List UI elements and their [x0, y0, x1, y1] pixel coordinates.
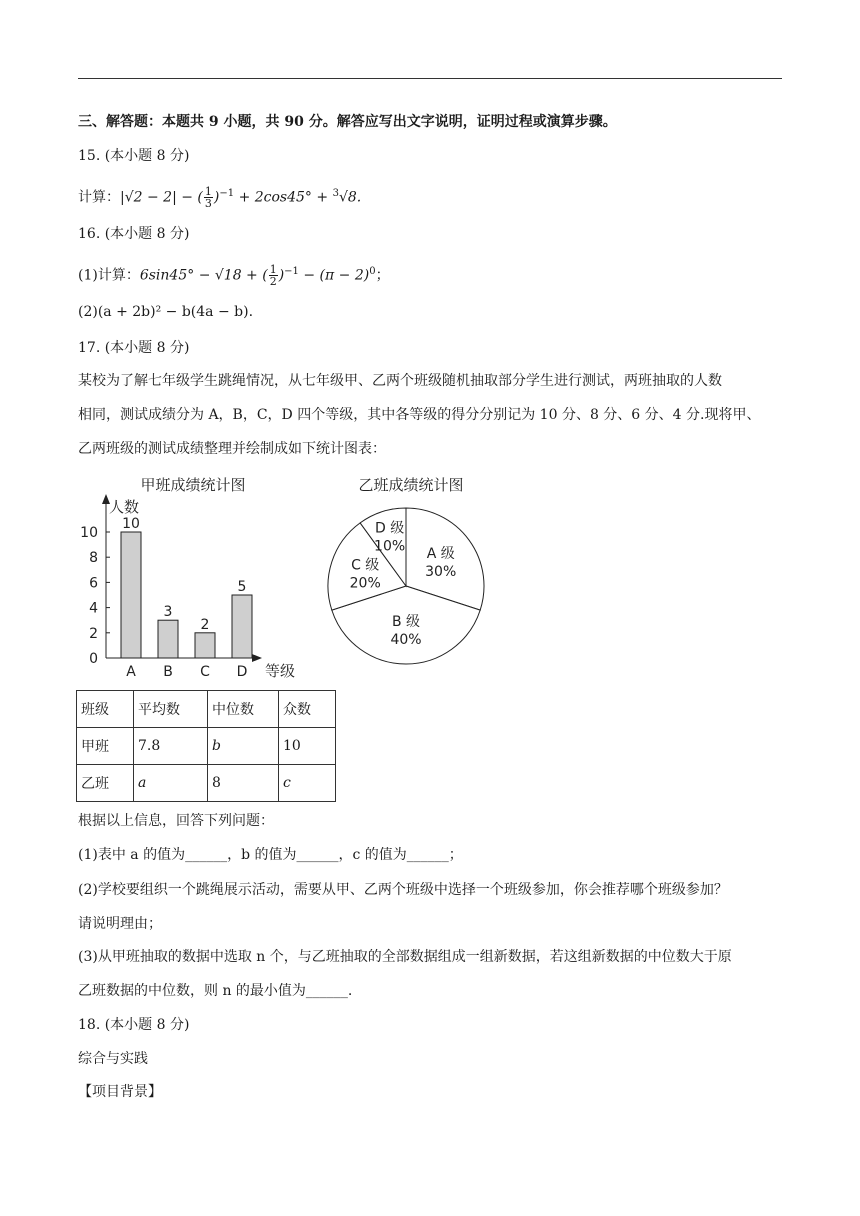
- q18-title: 18. (本小题 8 分): [78, 1017, 190, 1033]
- y-tick-label: 4: [89, 600, 98, 617]
- bar-C: [195, 633, 215, 658]
- q16-frac-den: 2: [269, 275, 277, 289]
- x-category-label: C: [200, 664, 210, 680]
- x-category-label: D: [236, 664, 248, 680]
- stats-table: [76, 690, 336, 802]
- pie-chart-title: 乙班成绩统计图: [358, 476, 464, 494]
- y-tick-label: 2: [89, 625, 98, 642]
- section-header: 三、解答题：本题共 9 小题，共 90 分。解答应写出文字说明，证明过程或演算步骤。: [78, 114, 617, 130]
- table-cell: a: [134, 765, 208, 802]
- pie-slice-percent: 30%: [425, 563, 457, 580]
- q16-p1-b: ): [278, 267, 285, 284]
- q17-intro-1: 某校为了解七年级学生跳绳情况，从七年级甲、乙两个班级随机抽取部分学生进行测试，两班抽取的人数: [78, 373, 722, 389]
- x-axis-arrow-icon: [252, 654, 262, 662]
- bar-B: [158, 620, 178, 658]
- q15-frac-num: 1: [204, 185, 212, 199]
- bar-value-label: 3: [163, 604, 173, 621]
- pie-slice-percent: 20%: [349, 575, 381, 592]
- q16-part2: (2)(a + 2b)² − b(4a − b).: [78, 304, 254, 320]
- table-cell: b: [208, 728, 279, 765]
- bar-chart-class-jia: [70, 470, 310, 685]
- q15-frac-den: 3: [204, 197, 212, 211]
- table-header-cell: 班级: [77, 691, 134, 728]
- table-header-cell: 中位数: [208, 691, 279, 728]
- table-cell: 7.8: [134, 728, 208, 765]
- q16-p1-c: − (π − 2): [298, 267, 370, 284]
- table-row: [77, 765, 336, 802]
- q18-line1: 综合与实践: [78, 1051, 148, 1067]
- q17-sub1: (1)表中 a 的值为______，b 的值为______，c 的值为______；: [78, 847, 463, 863]
- pie-chart-class-yi: [320, 470, 500, 680]
- q17-sub3-a: (3)从甲班抽取的数据中选取 n 个，与乙班抽取的全部数据组成一组新数据，若这组新数据的中位数大于原: [78, 949, 732, 965]
- q16-p1-exp: −1: [284, 266, 299, 277]
- q17-after-text: 根据以上信息，回答下列问题：: [78, 813, 274, 829]
- table-header-cell: 众数: [279, 691, 336, 728]
- q15-expr-d: √8.: [338, 189, 362, 206]
- bar-chart-xlabel: 等级: [264, 662, 296, 680]
- y-tick-label: 8: [89, 550, 98, 567]
- table-cell: 10: [279, 728, 336, 765]
- q16-part1: [78, 262, 390, 287]
- q16-p1-prefix: (1)计算：: [78, 267, 140, 284]
- x-category-label: B: [163, 664, 173, 680]
- table-cell: c: [279, 765, 336, 802]
- table-header-row: [77, 691, 336, 728]
- q15-prefix: 计算：: [78, 189, 120, 206]
- table-cell: 8: [208, 765, 279, 802]
- q15-title: 15. (本小题 8 分): [78, 148, 190, 164]
- header-rule: [78, 78, 782, 79]
- table-row: [77, 728, 336, 765]
- q15-fraction: [204, 186, 213, 209]
- q15-expr-b: ): [213, 189, 220, 206]
- q16-frac-num: 1: [269, 263, 277, 277]
- q17-title: 17. (本小题 8 分): [78, 340, 190, 356]
- x-category-label: A: [126, 664, 136, 680]
- q17-sub2-a: (2)学校要组织一个跳绳展示活动，需要从甲、乙两个班级中选择一个班级参加，你会推荐哪个班级参加？: [78, 882, 728, 898]
- q15-root-index: 3: [332, 188, 339, 199]
- q18-line2: 【项目背景】: [78, 1084, 162, 1100]
- y-tick-label: 0: [89, 651, 98, 667]
- y-tick-label: 10: [80, 525, 98, 541]
- q17-sub3-b: 乙班数据的中位数，则 n 的最小值为______.: [78, 983, 353, 999]
- bar-value-label: 2: [200, 616, 210, 633]
- q15-expr-a: |√2 − 2| − (: [120, 189, 203, 206]
- q16-fraction: [269, 264, 278, 287]
- pie-slice-label: D 级: [374, 520, 405, 537]
- pie-slice-percent: 40%: [390, 631, 422, 648]
- q16-p1-exp2: 0: [369, 266, 376, 277]
- q16-p1-d: ；: [375, 267, 390, 284]
- q15-expr-c: + 2cos45° +: [234, 189, 333, 206]
- q17-intro-3: 乙两班级的测试成绩整理并绘制成如下统计图表：: [78, 441, 386, 457]
- pie-slice-percent: 10%: [374, 538, 406, 555]
- bar-chart-ylabel: 人数: [108, 498, 140, 516]
- q17-sub2-b: 请说明理由；: [78, 916, 162, 932]
- q15-exp: −1: [219, 188, 235, 199]
- bar-D: [232, 595, 252, 658]
- bar-value-label: 5: [237, 579, 247, 595]
- pie-slice-label: C 级: [351, 557, 380, 574]
- pie-slice-label: A 级: [426, 545, 455, 562]
- table-header-cell: 平均数: [134, 691, 208, 728]
- q17-intro-2: 相同，测试成绩分为 A，B，C，D 四个等级，其中各等级的得分分别记为 10 分、8 分、6 分、4 分.现将甲、: [78, 407, 761, 423]
- bar-value-label: 10: [122, 516, 140, 532]
- q15-expression: [78, 184, 361, 209]
- y-tick-label: 6: [89, 575, 98, 592]
- table-cell: 甲班: [77, 728, 134, 765]
- q16-p1-a: 6sin45° − √18 + (: [139, 267, 268, 284]
- pie-slice-label: B 级: [391, 613, 421, 630]
- q16-title: 16. (本小题 8 分): [78, 226, 190, 242]
- table-cell: 乙班: [77, 765, 134, 802]
- bar-chart-title: 甲班成绩统计图: [140, 476, 246, 494]
- bar-A: [121, 532, 141, 658]
